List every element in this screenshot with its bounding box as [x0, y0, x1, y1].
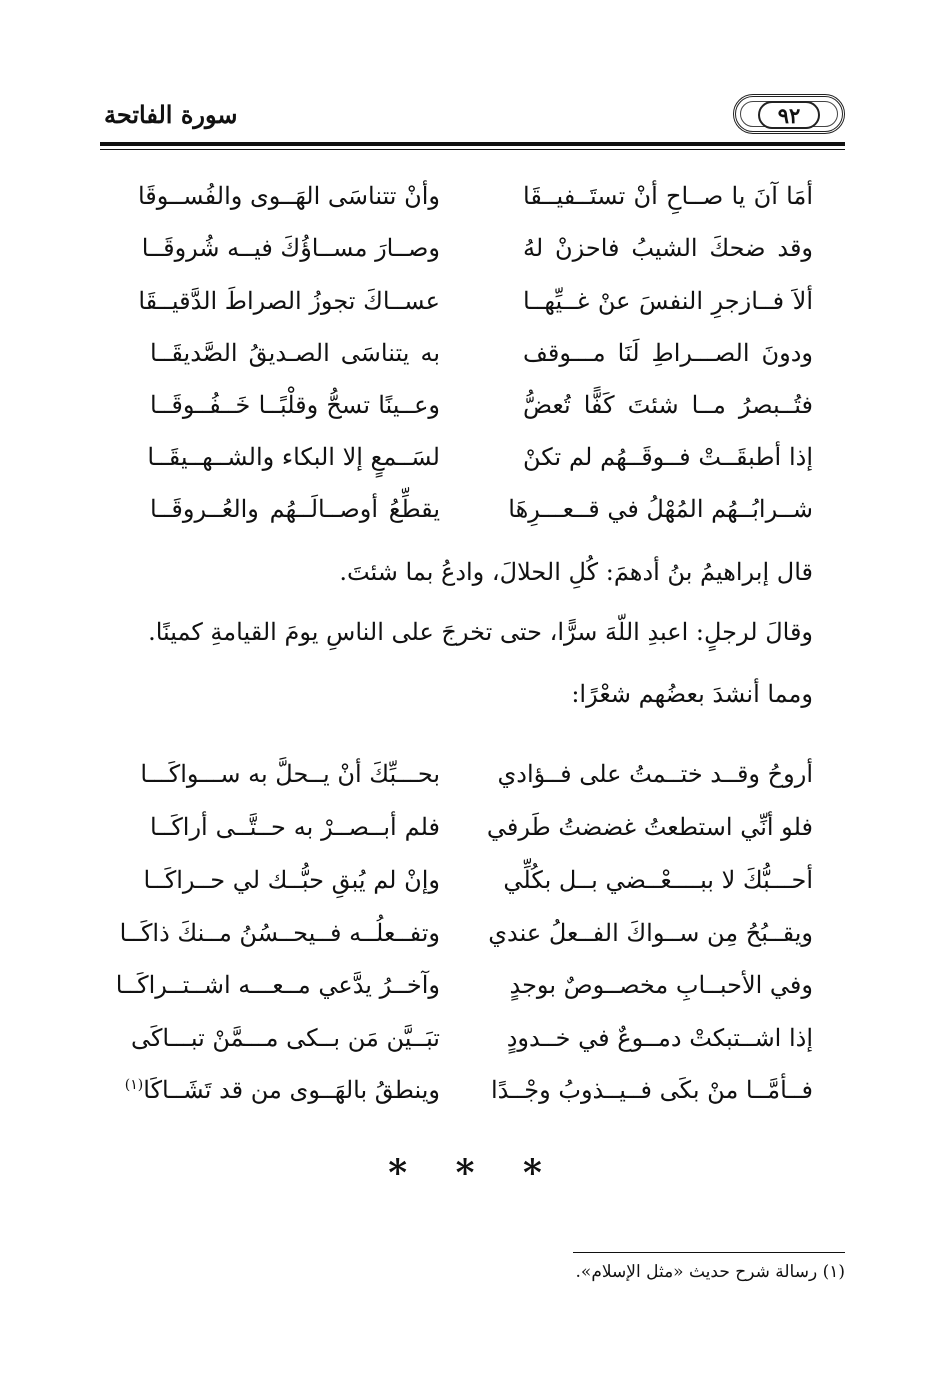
verse-first-hemistich: إذا اشــتبكتْ دمــوعٌ في خــدودٍ [506, 1024, 813, 1052]
verse-second-hemistich: وآخــرُ يدَّعي مــعـــه اشــتــراكَــا [115, 971, 440, 999]
verse-second-hemistich: وتفــعلُــه فــيحــسُنُ مــنكَ ذاكَــا [119, 919, 440, 947]
verse-second-hemistich: لسَــمعٍ إلا البكاء والشــهــيقَــا [147, 443, 440, 471]
verse-line [0, 234, 948, 294]
verse-second-hemistich: به يتناسَى الصـديقُ الصَّديقَــا [150, 339, 440, 367]
footnote: (١) رسالة شرح حديث «مثل الإسلام». [575, 1262, 845, 1282]
verse-second-hemistich: وصــارَ مســاؤُكَ فيــه شُروقَــا [141, 234, 440, 262]
page-number-badge [733, 94, 845, 134]
verse-second-hemistich: وأنْ تتناسَى الهَــوى والفُســوقَا [137, 182, 440, 210]
verse-second-hemistich: تبَــيَّن مَن بــكى مـــمَّنْ تبـــاكَى [131, 1024, 440, 1052]
verse-text: وينطقُ بالهَــوى من قد تَشَــاكَا [143, 1076, 440, 1104]
verse-line [0, 495, 948, 555]
verse-first-hemistich: ألاَ فــازجرِ النفسَ عنْ غــيِّهــا [523, 287, 813, 315]
verse-line [0, 813, 948, 873]
prose-paragraph: ومما أنشدَ بعضُهم شعْرًا: [571, 680, 813, 708]
section-separator: * * * [388, 1152, 560, 1194]
verse-first-hemistich: فتُــبصرُ مــا شئتَ كَفًّا تُعضُّ [523, 391, 813, 419]
verse-second-hemistich: عســاكَ تجوزُ الصراطَ الدَّقيــقَا [138, 287, 440, 315]
verse-line [0, 1076, 948, 1136]
verse-first-hemistich: إذا أطبقَــتْ فــوقَــهُم لم تكنْ [523, 443, 813, 471]
verse-second-hemistich: وإنْ لم يُبقِ حبُّــك لي حــراكَــا [143, 866, 440, 894]
footnote-rule [573, 1252, 845, 1253]
verse-first-hemistich: وفي الأحبــابِ مخصــوصٌ بوجدٍ [509, 971, 813, 999]
verse-line [0, 287, 948, 347]
prose-paragraph: وقالَ لرجلٍ: اعبدِ اللّهَ سرًّا، حتى تخرجَ على الناسِ يومَ القيامةِ كمينًا. [148, 618, 813, 646]
verse-line [0, 391, 948, 451]
verse-second-hemistich: بحـــبِّكَ أنْ يــحلَّ به ســـواكَـــا [140, 760, 440, 788]
verse-line [0, 919, 948, 979]
verse-first-hemistich: فــأمَّــا منْ بكَى فــيــذوبُ وجْــدًا [490, 1076, 813, 1104]
verse-line [0, 866, 948, 926]
verse-first-hemistich: أروحُ وقــد ختــمتُ على فــؤادي [497, 760, 813, 788]
verse-first-hemistich: فلو أنِّي استطعتُ غضضتُ طَرفي [486, 813, 813, 841]
verse-first-hemistich: شــرابُــهُم المُهْلُ في قــعـــرِهَا [508, 495, 813, 523]
verse-line [0, 971, 948, 1031]
header-rule-thick [100, 142, 845, 146]
prose-paragraph: قال إبراهيمُ بنُ أدهمَ: كُلِ الحلالَ، وادعُ بما شئتَ. [339, 558, 813, 586]
header-rule-thin [100, 149, 845, 150]
verse-second-hemistich [124, 1076, 440, 1104]
verse-second-hemistich: يقطِّعُ أوصــالَــهُم والعُــروقَــا [150, 495, 440, 523]
verse-line [0, 760, 948, 820]
page-header [100, 88, 845, 144]
verse-line [0, 339, 948, 399]
verse-first-hemistich: ودونَ الصـــراطِ لَنَا مـــوقف [523, 339, 813, 367]
verse-line [0, 182, 948, 242]
verse-line [0, 1024, 948, 1084]
verse-first-hemistich: أمَا آنَ يا صــاحِ أنْ تستَــفيــقَا [523, 182, 813, 210]
page-number: ٩٢ [758, 101, 820, 129]
surah-title: سورة الفاتحة [104, 100, 238, 129]
verse-line [0, 443, 948, 503]
footnote-marker: (١) [124, 1077, 144, 1093]
verse-first-hemistich: أحـــبُّكَ لا ببــــعْــضي بــل بكُلِّي [503, 866, 813, 894]
verse-second-hemistich: فلم أبــصــرْ به حــتَّــى أراكَــا [150, 813, 440, 841]
verse-first-hemistich: ويقــبُحُ مِن ســواكَ الفــعلُ عندي [488, 919, 813, 947]
verse-first-hemistich: وقد ضحكَ الشيبُ فاحزنْ لهُ [523, 234, 813, 262]
verse-second-hemistich: وعــينًا تسحُّ وقلْبًــا خَــفُــوقَــا [150, 391, 440, 419]
